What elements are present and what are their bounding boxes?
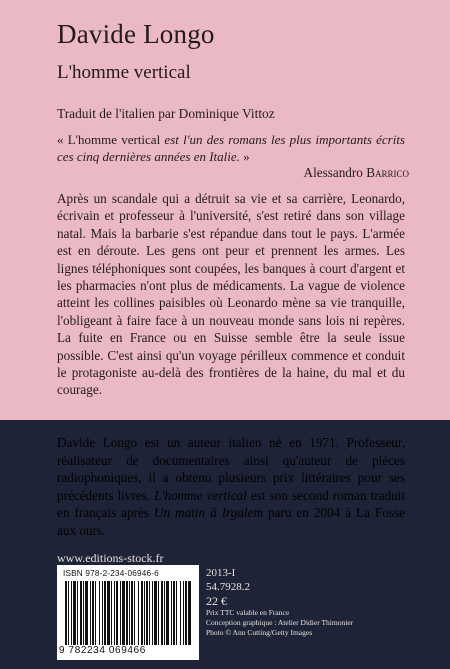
photo-credit: Photo © Ann Cutting/Getty Images	[206, 628, 313, 637]
barcode-bar	[122, 581, 125, 645]
barcode-bar	[92, 581, 94, 645]
barcode-bar	[104, 581, 106, 645]
author-bio	[57, 434, 405, 539]
barcode-bar	[152, 581, 153, 645]
barcode-bar	[161, 581, 163, 645]
barcode-bar	[144, 581, 145, 645]
quote-emphasis: est l'un des romans les plus importants écrits ces cinq dernières années en Italie.	[57, 132, 405, 164]
barcode-bar	[158, 581, 159, 645]
barcode-bar	[99, 581, 100, 645]
barcode-bar	[65, 581, 67, 645]
bio-part2: est son second roman traduit en français après	[57, 487, 406, 520]
author-name: Davide Longo	[57, 19, 215, 49]
book-title: L'homme vertical	[57, 62, 191, 83]
barcode-bar	[85, 581, 88, 645]
barcode-bar	[107, 581, 110, 645]
barcode-bar	[120, 581, 121, 645]
barcode-bar	[134, 581, 135, 645]
isbn-text: ISBN 978-2-234-06946-6	[63, 569, 159, 578]
barcode-icon	[65, 581, 191, 645]
barcode-bar	[102, 581, 103, 645]
barcode-bar	[83, 581, 84, 645]
bio-book2: Un matin à Irgalem	[153, 505, 263, 520]
barcode-bar	[188, 581, 191, 645]
bio-part3: paru en 2004 à La Fosse aux ours.	[57, 505, 405, 538]
barcode-bar	[73, 581, 76, 645]
summary-text: Après un scandale qui a détruit sa vie et sa carrière, Leonardo, écrivain et professeur à l'université, s'est retiré dans son village natal. Mais la barbarie s'est répandue dans tout le pays. L'armée est en déroute. Les gens ont peur et prennent les armes. Les lignes téléphoniques sont coupées, les banques à court d'argent et les pharmacies n'ont plus de médicaments. La vague de violence atteint les collines paisibles où Leonardo mène sa vie tranquille, l'obligeant à faire face à un nouveau monde sans lois ni repères. La fuite en France ou en Suisse semble être la seule issue possible. C'est ainsi qu'un voyage périlleux commence et conduit le protagoniste au-delà des frontières de la haine, du mal et du courage.	[57, 191, 405, 398]
barcode-bar	[131, 581, 133, 645]
barcode-bar	[176, 581, 177, 645]
catalog-code-1: 2013-I	[206, 567, 236, 579]
barcode-bar	[114, 581, 115, 645]
quote-close: »	[239, 149, 250, 164]
press-quote	[57, 131, 405, 165]
barcode-bar	[183, 581, 184, 645]
barcode-bar	[149, 581, 150, 645]
barcode-bar	[129, 581, 130, 645]
barcode-bar	[138, 581, 139, 645]
barcode-bar	[154, 581, 157, 645]
quote-by-last: Barrico	[366, 165, 409, 180]
translator-credit: Traduit de l'italien par Dominique Vittoz	[57, 106, 275, 121]
barcode-bar	[77, 581, 78, 645]
barcode-bar	[126, 581, 128, 645]
barcode-bar	[180, 581, 181, 645]
barcode-bar	[185, 581, 187, 645]
barcode-bar	[173, 581, 175, 645]
quote-by-first: Alessandro	[303, 165, 367, 180]
price-note: Prix TTC valable en France	[206, 608, 290, 617]
barcode-bar	[171, 581, 172, 645]
barcode-bar	[166, 581, 169, 645]
barcode-bar	[68, 581, 69, 645]
barcode-bar	[71, 581, 72, 645]
price: 22 €	[206, 594, 227, 608]
catalog-code-2: 54.7928.2	[206, 581, 250, 593]
barcode-bar	[90, 581, 91, 645]
publisher-website: www.editions-stock.fr	[57, 551, 164, 565]
barcode-bar	[111, 581, 112, 645]
bio-part1: Davide Longo est un auteur italien né en 1971. Professeur, réalisateur de documentaires ainsi qu'auteur de pièces radiophoniques, il a obtenu plusieurs prix littéraires pour ses précédents livres.	[57, 435, 405, 503]
barcode-bar	[80, 581, 82, 645]
barcode-digits: 9 782234 069466	[59, 645, 146, 656]
bio-book1: L'homme vertical	[154, 487, 247, 503]
barcode-bar	[116, 581, 118, 645]
barcode-panel	[57, 565, 199, 660]
price-info	[206, 566, 353, 638]
barcode-bar	[141, 581, 143, 645]
barcode-bar	[95, 581, 96, 645]
design-credit: Conception graphique : Atelier Didier Thimonier	[206, 618, 354, 627]
quote-open: « L'homme vertical	[57, 132, 165, 147]
quote-attribution	[304, 165, 409, 181]
barcode-bar	[146, 581, 148, 645]
barcode-bar	[164, 581, 165, 645]
